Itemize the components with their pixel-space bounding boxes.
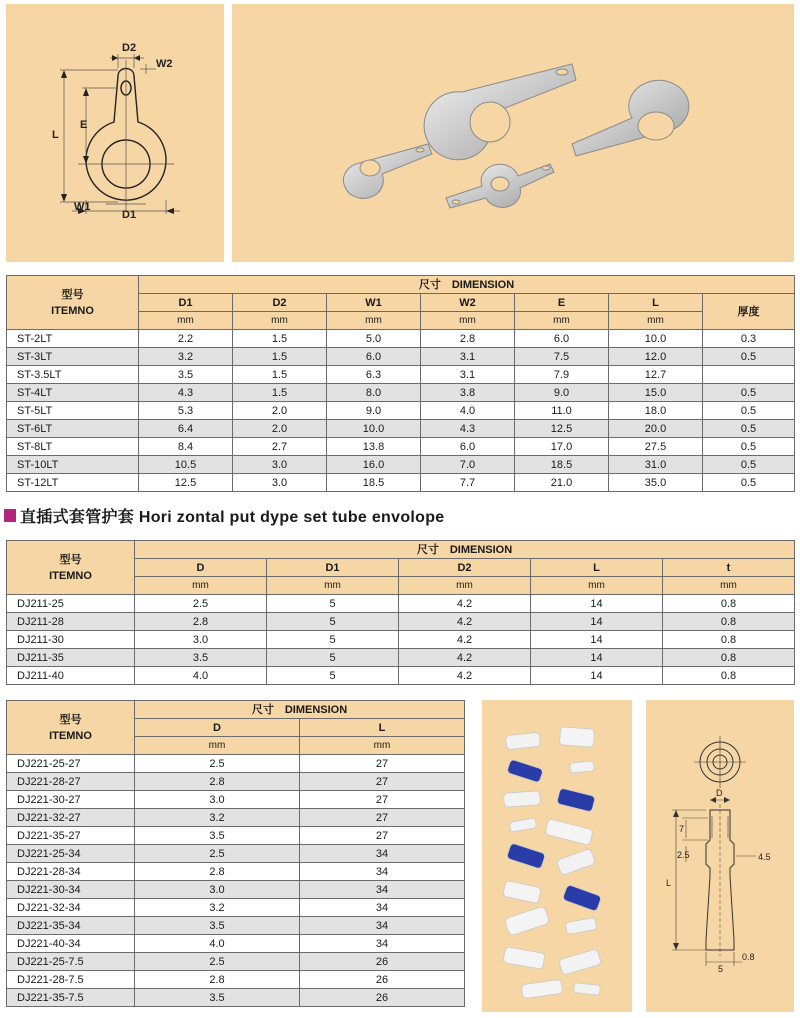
col-header: D (135, 559, 267, 577)
value-cell: 0.5 (703, 402, 795, 420)
item-code-cell: DJ221-35-7.5 (7, 989, 135, 1007)
item-code-cell: ST-3.5LT (7, 366, 139, 384)
label-l: L (666, 878, 672, 888)
value-cell: 11.0 (515, 402, 609, 420)
value-cell: 1.5 (233, 330, 327, 348)
value-cell: 34 (300, 881, 465, 899)
value-cell: 10.0 (609, 330, 703, 348)
value-cell: 5.3 (139, 402, 233, 420)
item-code-cell: DJ221-25-7.5 (7, 953, 135, 971)
value-cell: 6.3 (327, 366, 421, 384)
label-w1: W1 (74, 201, 91, 213)
value-cell: 26 (300, 953, 465, 971)
table-row (7, 649, 795, 667)
value-cell: 3.5 (135, 917, 300, 935)
value-cell: 14 (531, 667, 663, 685)
table-row (7, 881, 465, 899)
value-cell: 27 (300, 827, 465, 845)
value-cell: 2.8 (135, 613, 267, 631)
value-cell: 8.4 (139, 438, 233, 456)
value-cell: 27 (300, 809, 465, 827)
value-cell: 34 (300, 935, 465, 953)
item-code-cell: DJ221-40-34 (7, 935, 135, 953)
label-d2: D2 (122, 42, 137, 54)
item-code-cell: DJ221-30-34 (7, 881, 135, 899)
unit-cell: mm (399, 577, 531, 595)
value-cell: 0.5 (703, 438, 795, 456)
value-cell: 1.5 (233, 366, 327, 384)
value-cell: 3.0 (135, 631, 267, 649)
value-cell: 5 (267, 595, 399, 613)
ring-terminal-drawing (6, 4, 224, 262)
item-code-cell: ST-5LT (7, 402, 139, 420)
col-header: L (609, 294, 703, 312)
value-cell: 6.0 (421, 438, 515, 456)
value-cell: 17.0 (515, 438, 609, 456)
value-cell: 3.2 (139, 348, 233, 366)
label-7: 7 (679, 824, 685, 834)
label-w2: W2 (156, 58, 173, 70)
unit-cell: mm (135, 577, 267, 595)
value-cell: 4.0 (421, 402, 515, 420)
value-cell: 0.8 (663, 667, 795, 685)
value-cell: 0.8 (663, 649, 795, 667)
col-header: D1 (267, 559, 399, 577)
value-cell: 4.2 (399, 631, 531, 649)
value-cell: 4.3 (421, 420, 515, 438)
value-cell: 27 (300, 755, 465, 773)
col-header: L (531, 559, 663, 577)
value-cell: 34 (300, 863, 465, 881)
value-cell: 3.1 (421, 348, 515, 366)
value-cell: 14 (531, 613, 663, 631)
value-cell: 9.0 (515, 384, 609, 402)
sleeve-photo (482, 700, 632, 1012)
unit-cell: mm (135, 737, 300, 755)
table-row (7, 935, 465, 953)
value-cell: 5.0 (327, 330, 421, 348)
table-row (7, 827, 465, 845)
dimension-header: 尺寸 DIMENSION (135, 541, 795, 559)
item-code-cell: ST-4LT (7, 384, 139, 402)
table-row (7, 845, 465, 863)
unit-cell: mm (300, 737, 465, 755)
col-header: t (663, 559, 795, 577)
col-header: D2 (399, 559, 531, 577)
value-cell: 3.2 (135, 809, 300, 827)
col-header: L (300, 719, 465, 737)
value-cell: 2.7 (233, 438, 327, 456)
value-cell: 26 (300, 971, 465, 989)
table-row (7, 863, 465, 881)
value-cell: 0.3 (703, 330, 795, 348)
item-code-cell: DJ211-25 (7, 595, 135, 613)
value-cell: 7.7 (421, 474, 515, 492)
value-cell: 27 (300, 791, 465, 809)
value-cell: 27.5 (609, 438, 703, 456)
item-code-cell: DJ211-35 (7, 649, 135, 667)
ring-terminal-drawing-panel (6, 4, 224, 262)
dimension-header: 尺寸 DIMENSION (135, 701, 465, 719)
value-cell: 4.2 (399, 667, 531, 685)
section-marker-icon (4, 509, 16, 522)
table-row (7, 631, 795, 649)
table-row (7, 773, 465, 791)
col-header: W2 (421, 294, 515, 312)
table-tube-envelope-dj211 (6, 540, 795, 685)
value-cell: 8.0 (327, 384, 421, 402)
value-cell: 3.5 (135, 827, 300, 845)
item-code-cell: DJ221-35-34 (7, 917, 135, 935)
value-cell: 35.0 (609, 474, 703, 492)
value-cell: 5 (267, 631, 399, 649)
value-cell: 0.5 (703, 348, 795, 366)
label-2-5: 2.5 (677, 850, 690, 860)
table-row (7, 456, 795, 474)
value-cell: 3.8 (421, 384, 515, 402)
value-cell: 5 (267, 613, 399, 631)
table-row (7, 755, 465, 773)
table-row (7, 667, 795, 685)
label-l: L (52, 129, 59, 141)
value-cell: 6.4 (139, 420, 233, 438)
label-4-5: 4.5 (758, 852, 771, 862)
value-cell: 2.8 (135, 773, 300, 791)
thickness-header: 厚度 (703, 294, 795, 330)
item-header: 型号 ITEMNO (7, 701, 135, 755)
item-code-cell: DJ211-30 (7, 631, 135, 649)
item-code-cell: ST-3LT (7, 348, 139, 366)
value-cell: 2.5 (135, 755, 300, 773)
table-row (7, 348, 795, 366)
value-cell: 2.8 (421, 330, 515, 348)
value-cell: 3.0 (233, 474, 327, 492)
sleeve-photo-panel (482, 700, 632, 1012)
value-cell: 3.0 (135, 881, 300, 899)
ring-terminal-photo (232, 4, 794, 262)
col-header: D2 (233, 294, 327, 312)
table-row (7, 989, 465, 1007)
value-cell: 18.5 (327, 474, 421, 492)
value-cell: 14 (531, 649, 663, 667)
item-code-cell: ST-12LT (7, 474, 139, 492)
unit-cell: mm (515, 312, 609, 330)
table-row (7, 402, 795, 420)
value-cell: 2.5 (135, 845, 300, 863)
table-row (7, 474, 795, 492)
value-cell: 2.8 (135, 971, 300, 989)
unit-cell: mm (421, 312, 515, 330)
value-cell: 4.3 (139, 384, 233, 402)
col-header: D (135, 719, 300, 737)
value-cell: 3.5 (135, 989, 300, 1007)
value-cell: 18.0 (609, 402, 703, 420)
table-row (7, 809, 465, 827)
value-cell: 10.0 (327, 420, 421, 438)
value-cell: 0.8 (663, 595, 795, 613)
unit-cell: mm (531, 577, 663, 595)
item-code-cell: ST-8LT (7, 438, 139, 456)
dimension-header: 尺寸 DIMENSION (139, 276, 795, 294)
section-title: 直插式套管护套 Hori zontal put dype set tube envolope (4, 504, 445, 526)
table-row (7, 791, 465, 809)
value-cell: 3.5 (139, 366, 233, 384)
item-code-cell: ST-10LT (7, 456, 139, 474)
table-row (7, 971, 465, 989)
value-cell: 12.5 (139, 474, 233, 492)
value-cell: 1.5 (233, 348, 327, 366)
unit-cell: mm (267, 577, 399, 595)
value-cell: 7.5 (515, 348, 609, 366)
item-code-cell: DJ211-40 (7, 667, 135, 685)
unit-cell: mm (327, 312, 421, 330)
item-code-cell: DJ221-28-7.5 (7, 971, 135, 989)
value-cell: 5 (267, 667, 399, 685)
value-cell: 2.8 (135, 863, 300, 881)
label-d: D (716, 788, 723, 798)
value-cell: 4.2 (399, 613, 531, 631)
table-row (7, 330, 795, 348)
table-row (7, 595, 795, 613)
value-cell: 0.5 (703, 474, 795, 492)
value-cell: 34 (300, 899, 465, 917)
unit-cell: mm (663, 577, 795, 595)
value-cell: 20.0 (609, 420, 703, 438)
value-cell: 4.2 (399, 595, 531, 613)
table-row (7, 420, 795, 438)
value-cell: 0.8 (663, 631, 795, 649)
table-row (7, 899, 465, 917)
value-cell: 34 (300, 845, 465, 863)
value-cell: 6.0 (327, 348, 421, 366)
value-cell: 26 (300, 989, 465, 1007)
table-row (7, 953, 465, 971)
value-cell: 6.0 (515, 330, 609, 348)
table-row (7, 384, 795, 402)
ring-terminal-photo-panel (232, 4, 794, 262)
item-header: 型号 ITEMNO (7, 541, 135, 595)
sleeve-drawing-panel (646, 700, 794, 1012)
value-cell: 12.0 (609, 348, 703, 366)
value-cell: 7.0 (421, 456, 515, 474)
value-cell: 14 (531, 595, 663, 613)
value-cell: 2.5 (135, 595, 267, 613)
value-cell: 12.5 (515, 420, 609, 438)
table-row (7, 917, 465, 935)
value-cell: 34 (300, 917, 465, 935)
value-cell: 3.0 (233, 456, 327, 474)
sleeve-drawing (646, 700, 794, 1012)
item-code-cell: DJ221-32-34 (7, 899, 135, 917)
value-cell: 0.5 (703, 456, 795, 474)
value-cell: 31.0 (609, 456, 703, 474)
label-d1: D1 (122, 209, 137, 221)
label-0-8: 0.8 (742, 952, 755, 962)
item-code-cell: DJ221-28-27 (7, 773, 135, 791)
table-tube-envelope-dj221 (6, 700, 465, 1007)
value-cell: 7.9 (515, 366, 609, 384)
value-cell: 15.0 (609, 384, 703, 402)
value-cell: 0.5 (703, 384, 795, 402)
item-code-cell: DJ221-28-34 (7, 863, 135, 881)
value-cell: 0.8 (663, 613, 795, 631)
table-ring-terminals (6, 275, 795, 492)
unit-cell: mm (139, 312, 233, 330)
col-header: W1 (327, 294, 421, 312)
value-cell: 16.0 (327, 456, 421, 474)
item-code-cell: DJ221-30-27 (7, 791, 135, 809)
value-cell: 12.7 (609, 366, 703, 384)
value-cell: 4.2 (399, 649, 531, 667)
value-cell: 5 (267, 649, 399, 667)
value-cell: 10.5 (139, 456, 233, 474)
value-cell: 3.0 (135, 791, 300, 809)
value-cell: 13.8 (327, 438, 421, 456)
value-cell: 2.2 (139, 330, 233, 348)
value-cell: 3.5 (135, 649, 267, 667)
value-cell: 4.0 (135, 667, 267, 685)
col-header: D1 (139, 294, 233, 312)
table-row (7, 438, 795, 456)
value-cell: 0.5 (703, 420, 795, 438)
item-code-cell: DJ221-32-27 (7, 809, 135, 827)
label-5: 5 (718, 964, 724, 974)
value-cell (703, 366, 795, 384)
value-cell: 18.5 (515, 456, 609, 474)
value-cell: 14 (531, 631, 663, 649)
value-cell: 27 (300, 773, 465, 791)
value-cell: 2.0 (233, 402, 327, 420)
item-code-cell: DJ221-35-27 (7, 827, 135, 845)
value-cell: 9.0 (327, 402, 421, 420)
label-e: E (80, 119, 88, 131)
item-code-cell: ST-6LT (7, 420, 139, 438)
item-code-cell: ST-2LT (7, 330, 139, 348)
value-cell: 2.0 (233, 420, 327, 438)
value-cell: 3.1 (421, 366, 515, 384)
value-cell: 2.5 (135, 953, 300, 971)
item-code-cell: DJ221-25-27 (7, 755, 135, 773)
table-row (7, 366, 795, 384)
value-cell: 3.2 (135, 899, 300, 917)
item-code-cell: DJ211-28 (7, 613, 135, 631)
value-cell: 4.0 (135, 935, 300, 953)
unit-cell: mm (233, 312, 327, 330)
item-code-cell: DJ221-25-34 (7, 845, 135, 863)
item-header: 型号 ITEMNO (7, 276, 139, 330)
value-cell: 1.5 (233, 384, 327, 402)
table-row (7, 613, 795, 631)
unit-cell: mm (609, 312, 703, 330)
value-cell: 21.0 (515, 474, 609, 492)
col-header: E (515, 294, 609, 312)
